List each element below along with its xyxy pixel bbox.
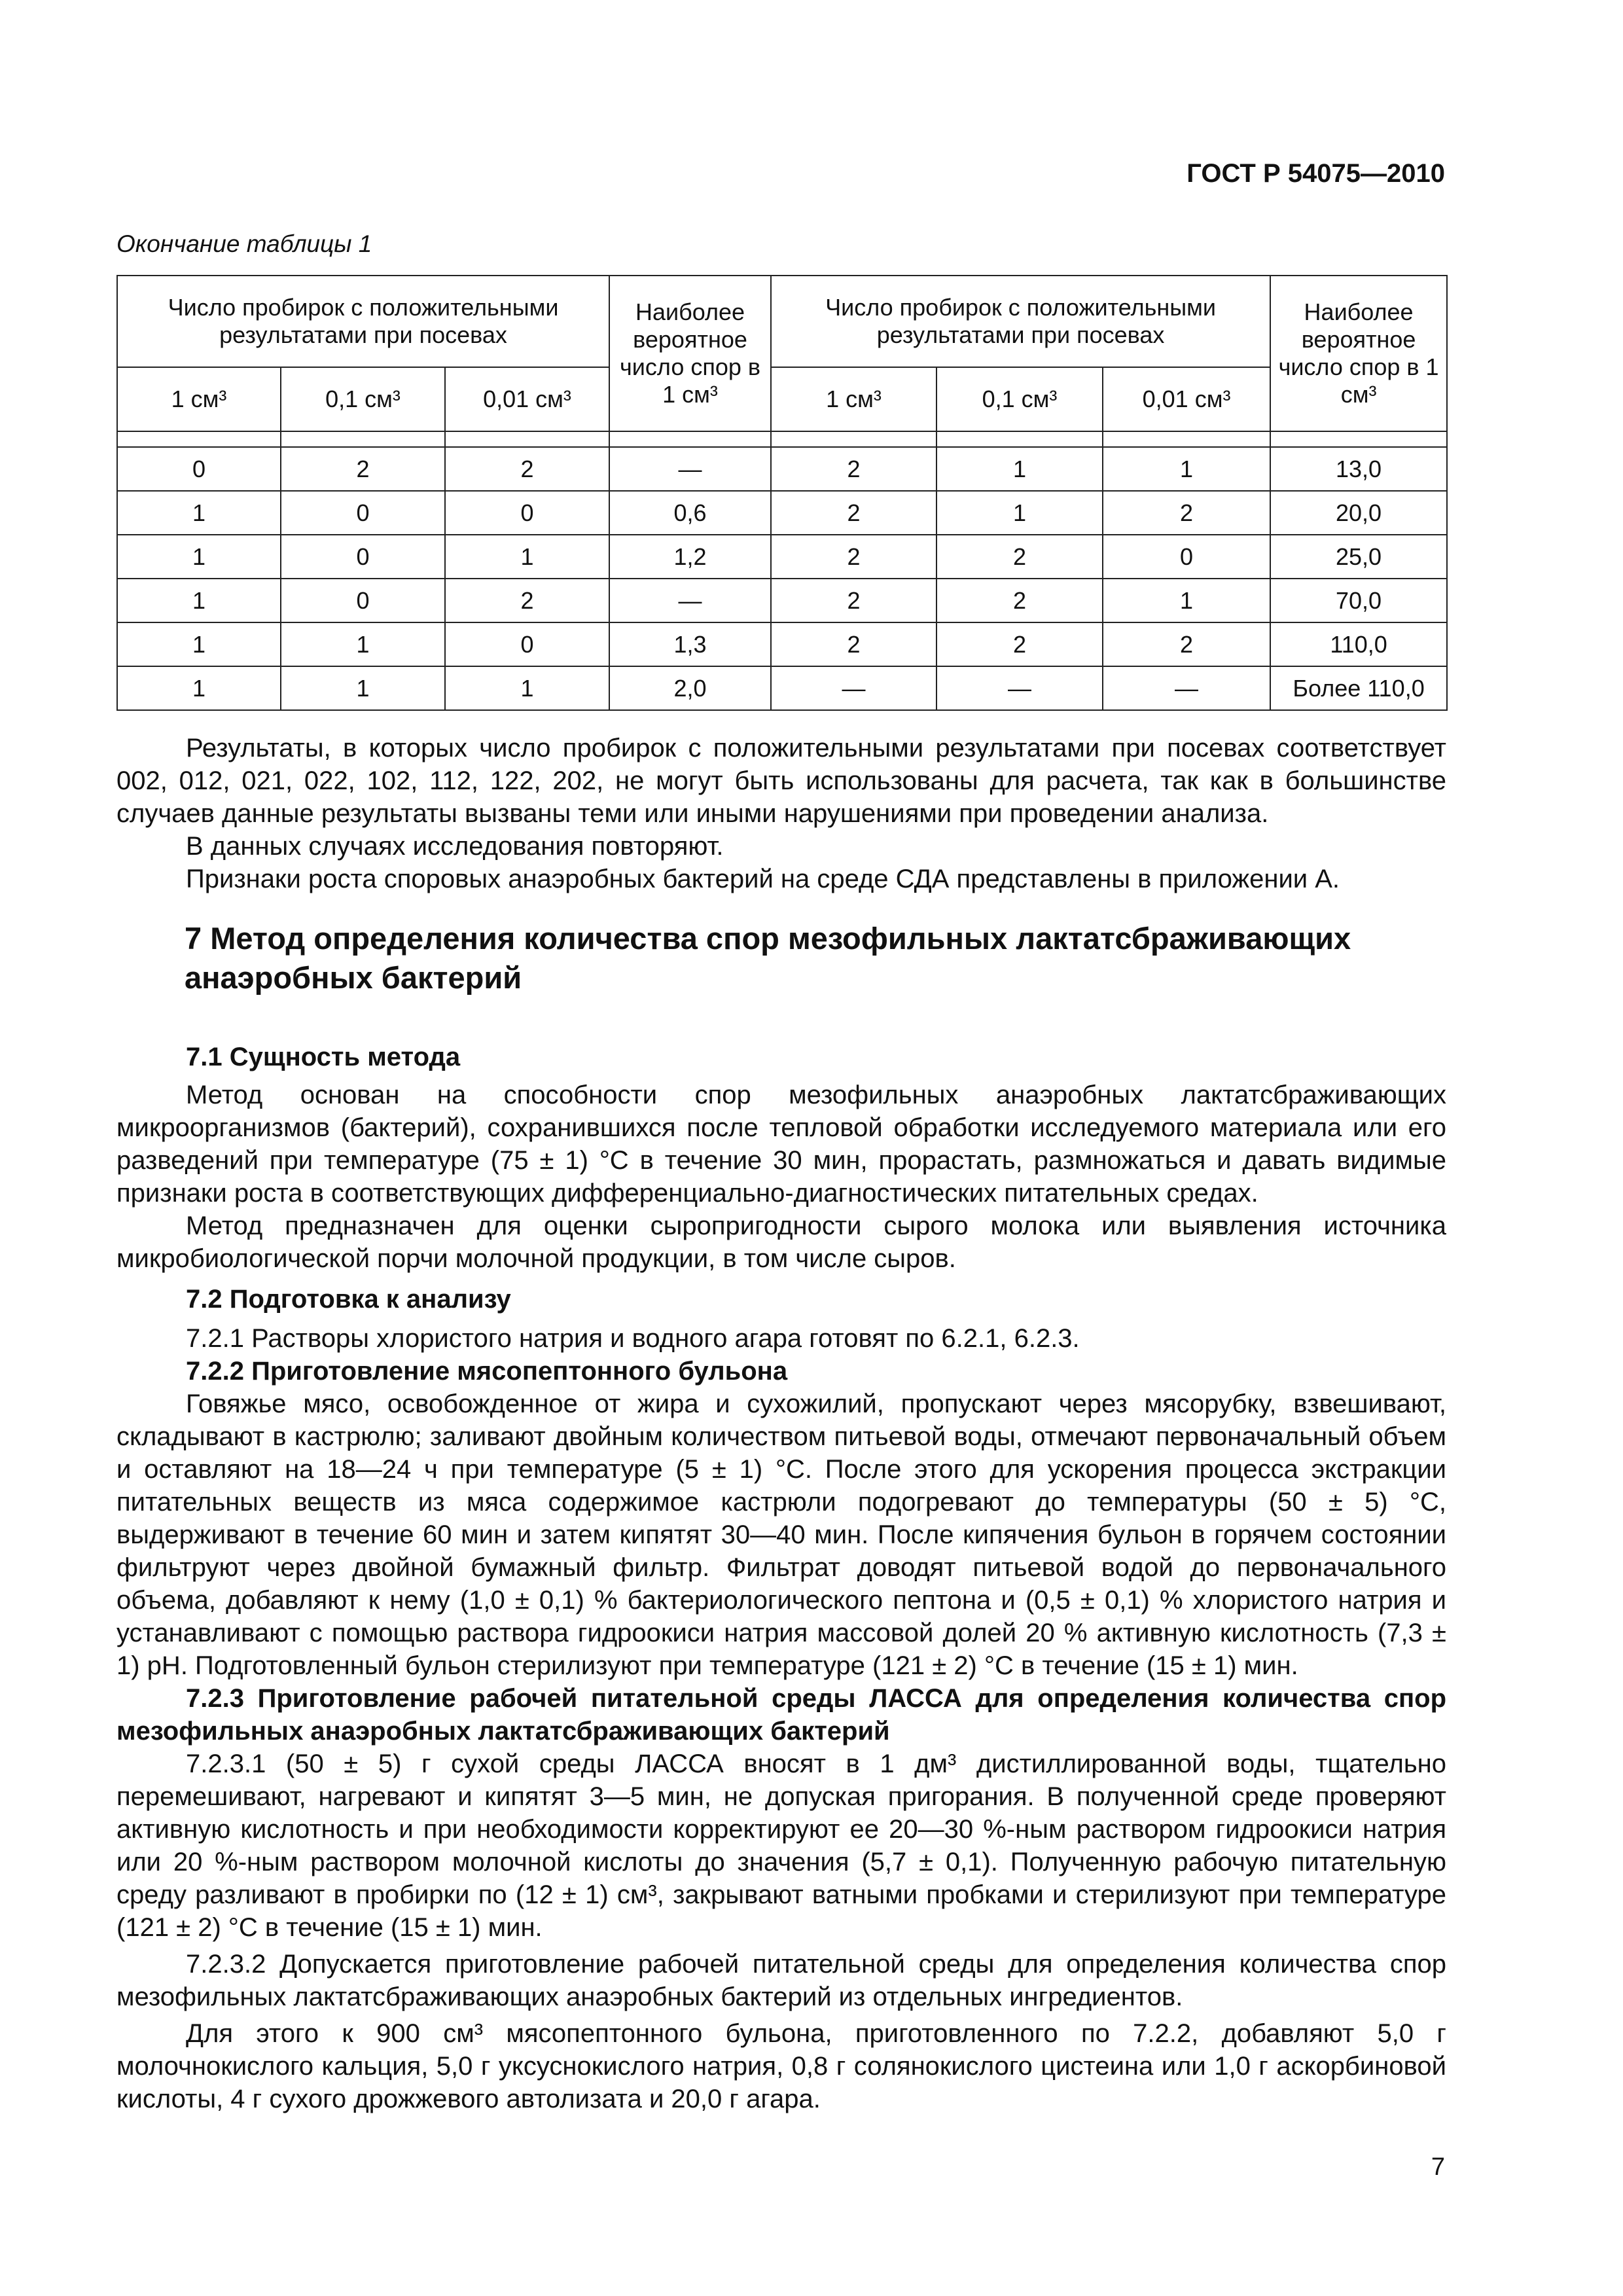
table-cell: 1 — [281, 622, 445, 666]
section-7-body — [116, 1041, 1446, 2115]
dilution-header: 1 см³ — [117, 367, 281, 431]
paragraph: 7.2.3.2 Допускается приготовление рабочей питательной среды для определения количества спор мезофильных лактатсбраживающих анаэробных бактерий из отдельных ингредиентов. — [116, 1950, 1446, 2011]
table-row — [117, 491, 1447, 535]
paragraph: Метод основан на способности спор мезофильных анаэробных лактатсбраживающих микроорганизмов (бактерий), сохранившихся после тепловой обработки исследуемого материала или его разведений при температуре (75 ± 1) °С в течение 30 мин, прорастать, размножаться и давать видимые признаки роста в соответствующих дифференциально-диагностических питательных средах. — [116, 1081, 1446, 1208]
table-cell: 2 — [771, 491, 936, 535]
table-cell: 1 — [281, 666, 445, 710]
table-cell: 2 — [936, 622, 1103, 666]
table-row — [117, 447, 1447, 491]
table-row — [117, 666, 1447, 710]
table-cell: 25,0 — [1270, 535, 1447, 579]
table-cell: 0 — [1103, 535, 1270, 579]
table-cell: 0 — [281, 491, 445, 535]
dilution-header: 0,1 см³ — [936, 367, 1103, 431]
dilution-header: 0,01 см³ — [1103, 367, 1270, 431]
table-cell: 13,0 — [1270, 447, 1447, 491]
table-cell: 2 — [771, 579, 936, 622]
table-cell: 1 — [117, 579, 281, 622]
table-cell: 1 — [1103, 579, 1270, 622]
results-text — [116, 732, 1446, 895]
paragraph: 7.2.1 Растворы хлористого натрия и водного агара готовят по 6.2.1, 6.2.3. — [186, 1324, 1080, 1353]
table-cell: 2 — [1103, 622, 1270, 666]
table-cell: 1 — [117, 491, 281, 535]
table-cell: 20,0 — [1270, 491, 1447, 535]
table-cell: Более 110,0 — [1270, 666, 1447, 710]
table-cell: 70,0 — [1270, 579, 1447, 622]
table-row — [117, 535, 1447, 579]
table-cell: 0 — [445, 491, 609, 535]
table-cell: 2,0 — [609, 666, 771, 710]
table-cell: 0 — [117, 447, 281, 491]
table-1 — [116, 275, 1448, 711]
subsection-title: 7.2.3 Приготовление рабочей питательной среды ЛАССА для определения количества спор мезофильных анаэробных лактатсбраживающих бактерий — [116, 1684, 1446, 1746]
table-row — [117, 579, 1447, 622]
section-7-title: 7 Метод определения количества спор мезофильных лактатсбраживающих анаэробных бактерий — [185, 921, 1351, 995]
subsection-title: 7.1 Сущность метода — [186, 1043, 461, 1071]
subsection-title: 7.2.2 Приготовление мясопептонного бульона — [186, 1357, 788, 1386]
table-cell: 1 — [117, 535, 281, 579]
mpn-header-right: Наиболее вероятное число спор в 1 см³ — [1270, 276, 1447, 431]
table-cell: 1 — [445, 666, 609, 710]
table-cell: — — [771, 666, 936, 710]
standard-number: ГОСТ Р 54075—2010 — [1186, 159, 1445, 188]
dilution-header: 0,1 см³ — [281, 367, 445, 431]
table-cell: 1 — [936, 491, 1103, 535]
table-cell: 1 — [117, 666, 281, 710]
table-cell: 2 — [445, 447, 609, 491]
table-cell: 2 — [771, 535, 936, 579]
table-cell: 1,2 — [609, 535, 771, 579]
table-cell: 2 — [445, 579, 609, 622]
table-cell: 1 — [1103, 447, 1270, 491]
table-cell: 2 — [771, 622, 936, 666]
table-row — [117, 622, 1447, 666]
paragraph: Признаки роста споровых анаэробных бактерий на среде СДА представлены в приложении А. — [186, 865, 1340, 893]
table-cell: 0,6 — [609, 491, 771, 535]
table-cell: 0 — [281, 579, 445, 622]
dilution-header: 0,01 см³ — [445, 367, 609, 431]
table-cell: 1 — [117, 622, 281, 666]
page-number: 7 — [1431, 2153, 1445, 2181]
table-cell: — — [609, 579, 771, 622]
group-header-right: Число пробирок с положительными результатами при посевах — [771, 276, 1270, 367]
paragraph: Результаты, в которых число пробирок с положительными результатами при посевах соответствует 002, 012, 021, 022, 102, 112, 122, 202, не могут быть использованы для расчета, так как в большинстве случаев данные результаты вызваны теми или иными нарушениями при проведении анализа. — [116, 734, 1446, 828]
mpn-header-left: Наиболее вероятное число спор в 1 см³ — [609, 276, 771, 431]
table-cell: 2 — [1103, 491, 1270, 535]
table-cell: 2 — [936, 579, 1103, 622]
table-cell: 1 — [936, 447, 1103, 491]
table-caption: Окончание таблицы 1 — [116, 230, 372, 257]
table-cell: 1,3 — [609, 622, 771, 666]
table-cell: 0 — [281, 535, 445, 579]
table-cell: — — [1103, 666, 1270, 710]
paragraph: В данных случаях исследования повторяют. — [186, 832, 724, 861]
table-cell: — — [609, 447, 771, 491]
table-cell: 2 — [281, 447, 445, 491]
paragraph: Для этого к 900 см³ мясопептонного бульона, приготовленного по 7.2.2, добавляют 5,0 г молочнокислого кальция, 5,0 г уксуснокислого натрия, 0,8 г солянокислого цистеина или 1,0 г аскорбиновой кислоты, 4 г сухого дрожжевого автолизата и 20,0 г агара. — [116, 2019, 1446, 2113]
group-header-left: Число пробирок с положительными результатами при посевах — [117, 276, 609, 367]
table-cell: 0 — [445, 622, 609, 666]
subsection-title: 7.2 Подготовка к анализу — [186, 1285, 511, 1314]
paragraph: Говяжье мясо, освобожденное от жира и сухожилий, пропускают через мясорубку, взвешивают, складывают в кастрюлю; заливают двойным количеством питьевой воды, отмечают первоначальный объем и оставляют на 18—24 ч при температуре (5 ± 1) °С. После этого для ускорения процесса экстракции питательных веществ из мяса содержимое кастрюли подогревают до температуры (50 ± 5) °С, выдерживают в течение 60 мин и затем кипятят 30—40 мин. После кипячения бульон в горячем состоянии фильтруют через двойной бумажный фильтр. Фильтрат доводят питьевой водой до первоначального объема, добавляют к нему (1,0 ± 0,1) % бактериологического пептона и (0,5 ± 0,1) % хлористого натрия и устанавливают с помощью раствора гидроокиси натрия массовой долей 20 % активную кислотность (7,3 ± 1) pH. Подготовленный бульон стерилизуют при температуре (121 ± 2) °С в течение (15 ± 1) мин. — [116, 1390, 1446, 1680]
table-cell: 1 — [445, 535, 609, 579]
table-cell: 2 — [936, 535, 1103, 579]
dilution-header: 1 см³ — [771, 367, 936, 431]
table-cell: 2 — [771, 447, 936, 491]
paragraph: 7.2.3.1 (50 ± 5) г сухой среды ЛАССА вносят в 1 дм³ дистиллированной воды, тщательно перемешивают, нагревают и кипятят 3—5 мин, не допуская пригорания. В полученной среде проверяют активную кислотность и при необходимости корректируют ее 20—30 %-ным раствором гидроокиси натрия или 20 %-ным раствором молочной кислоты до значения (5,7 ± 0,1). Полученную рабочую питательную среду разливают в пробирки по (12 ± 1) см³, закрывают ватными пробками и стерилизуют при температуре (121 ± 2) °С в течение (15 ± 1) мин. — [116, 1749, 1446, 1942]
table-cell: — — [936, 666, 1103, 710]
header-separator-row — [117, 431, 1447, 447]
paragraph: Метод предназначен для оценки сыропригодности сырого молока или выявления источника микробиологической порчи молочной продукции, в том числе сыров. — [116, 1211, 1446, 1273]
table-cell: 110,0 — [1270, 622, 1447, 666]
